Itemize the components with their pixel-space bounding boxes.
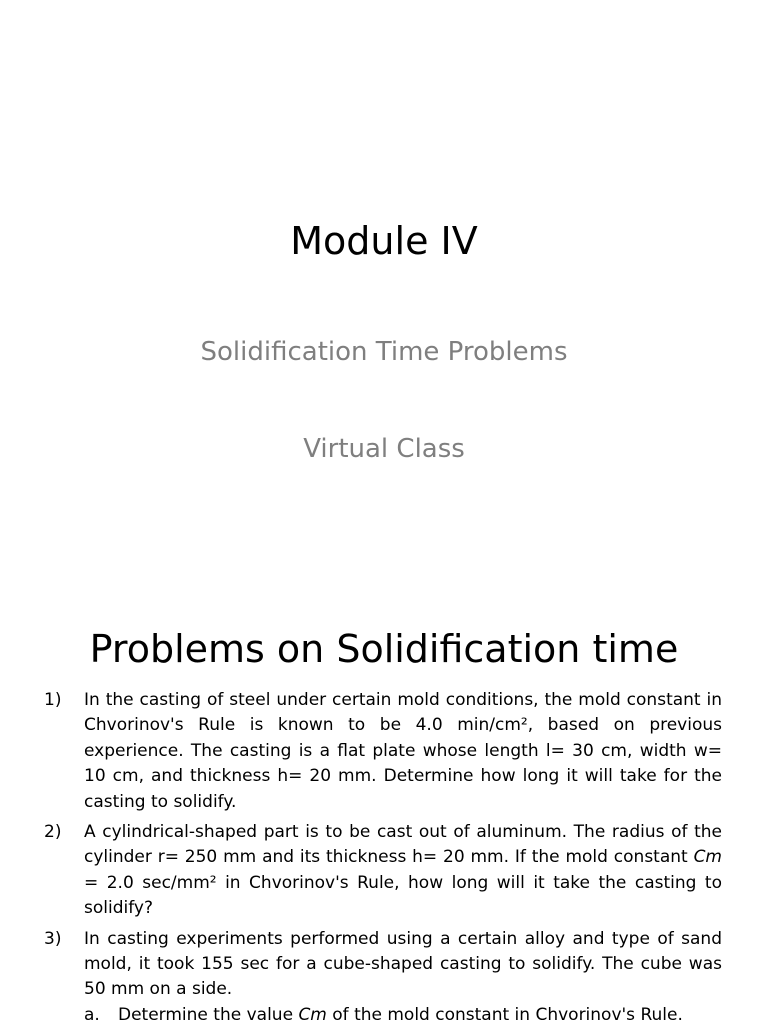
- slide-subtitle: Solidification Time Problems: [200, 337, 568, 367]
- problems-heading: Problems on Solidification time: [89, 627, 679, 671]
- sub-question-letter: a.: [84, 1004, 100, 1024]
- sub-question-list: [84, 1003, 722, 1024]
- problem-number: 3): [44, 928, 62, 949]
- problem-text-part: = 2.0 sec/mm² in Chvorinov's Rule, how long will it take the casting to solidify?: [84, 872, 722, 919]
- mold-constant-symbol: Cm: [693, 847, 722, 868]
- sub-question-text-part: Determine the value: [118, 1004, 299, 1024]
- slide-problems: [0, 576, 768, 1024]
- sub-question-a: [84, 1003, 722, 1024]
- problem-number: 1): [44, 690, 62, 710]
- problem-text: In casting experiments performed using a certain alloy and type of sand mold, it took 155 sec for a cube-shaped casting to solidify. The cube was 50 mm on a side.: [84, 928, 722, 1000]
- problem-text-part: A cylindrical-shaped part is to be cast out of aluminum. The radius of the cylinder r= 250 mm and its thickness h= 20 mm. If the mold constant: [84, 822, 722, 868]
- slide-subtitle-virtual-class: Virtual Class: [303, 434, 465, 464]
- problem-item-3: [36, 927, 722, 1024]
- problem-text: In the casting of steel under certain mold conditions, the mold constant in Chvorinov's Rule is known to be 4.0 min/cm², based on previous experience. The casting is a flat plate whose length l= 30 cm, width w= 10 cm, and thickness h= 20 mm. Determine how long it will take for the casting to solidify.: [84, 690, 722, 812]
- problem-item-2: [36, 820, 722, 922]
- sub-question-text-part: of the mold constant in Chvorinov's Rule.: [326, 1004, 683, 1024]
- problem-item-1: [36, 688, 722, 815]
- problem-list: [36, 688, 722, 1024]
- mold-constant-symbol: Cm: [298, 1004, 327, 1024]
- problem-number: 2): [44, 822, 62, 843]
- problem-text: [84, 820, 722, 922]
- slide-title-heading: Module IV: [290, 219, 478, 263]
- sub-question-text: [118, 1005, 683, 1024]
